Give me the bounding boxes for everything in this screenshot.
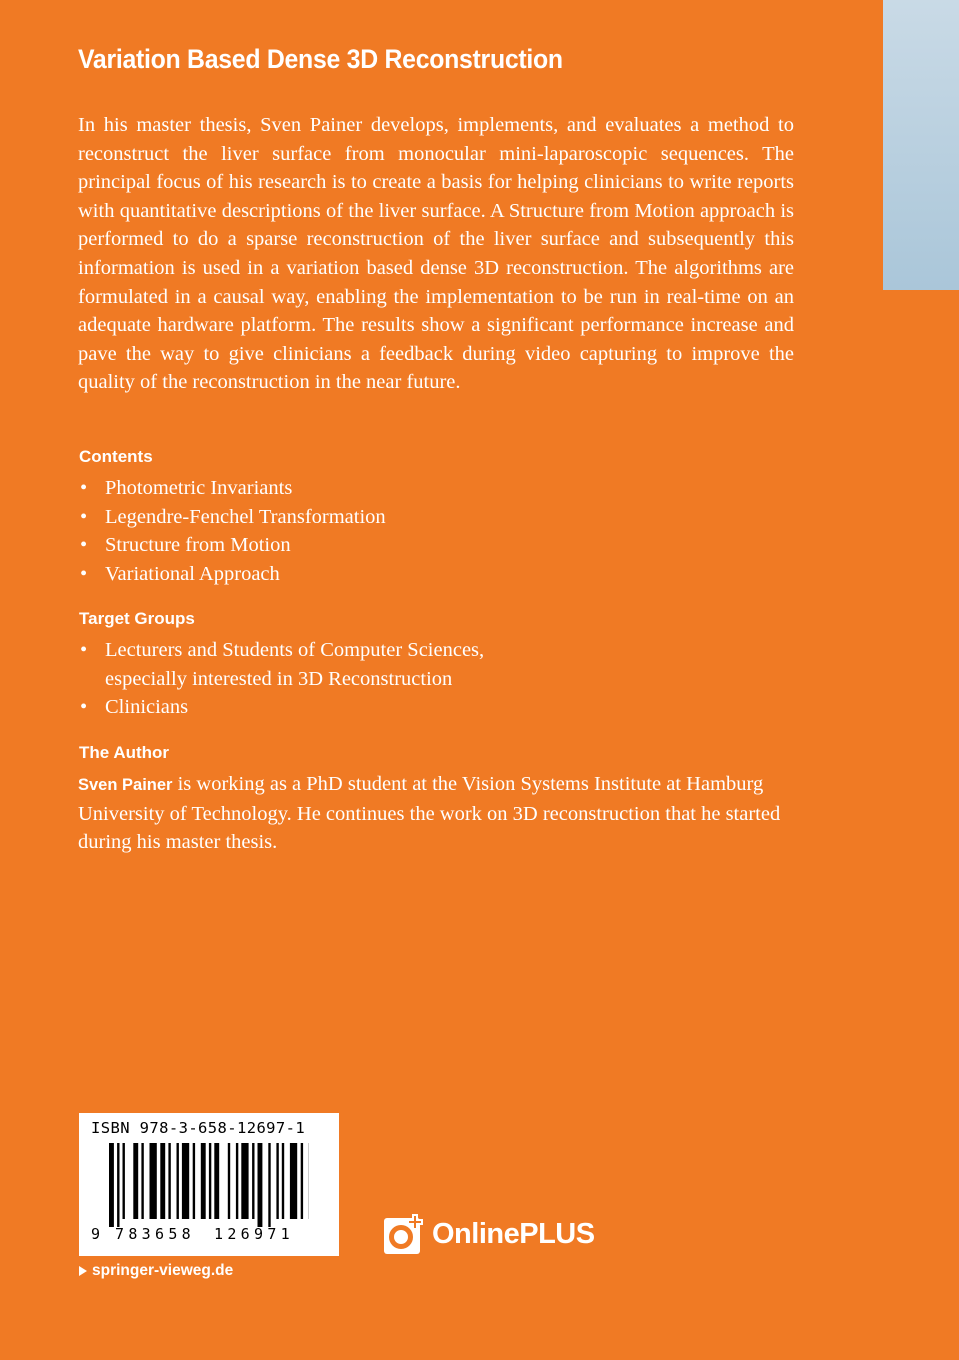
side-color-strip (883, 0, 959, 290)
list-item: • Photometric Invariants (79, 474, 386, 503)
barcode-bar (150, 1143, 157, 1219)
isbn-label: ISBN 978-3-658-12697-1 (91, 1119, 306, 1137)
list-item: • Legendre-Fenchel Transformation (79, 503, 386, 532)
bullet-icon: • (80, 639, 88, 661)
isbn-barcode (79, 1113, 339, 1256)
list-item: • Structure from Motion (79, 531, 386, 560)
barcode-bar (276, 1143, 278, 1219)
barcode-bar (123, 1143, 125, 1219)
bullet-icon: • (80, 563, 88, 586)
list-item: • Variational Approach (79, 560, 386, 589)
author-bio (78, 770, 794, 857)
barcode-bar (117, 1143, 119, 1227)
publisher-link[interactable] (79, 1262, 233, 1280)
barcode-bar (133, 1143, 138, 1219)
list-item: • Clinicians (79, 693, 549, 722)
barcode-bar (177, 1143, 179, 1219)
barcode-left-digits: 783658 (115, 1225, 195, 1243)
contents-heading: Contents (79, 447, 153, 466)
barcode-bar (109, 1143, 114, 1227)
author-heading: The Author (79, 743, 170, 762)
online-plus-logo-icon (384, 1214, 428, 1254)
barcode-bar (282, 1143, 284, 1219)
bullet-icon: • (80, 534, 88, 557)
barcode-bar (241, 1143, 248, 1219)
barcode-bar (214, 1143, 219, 1219)
barcode-bar (160, 1143, 165, 1219)
online-plus-text: OnlinePLUS (432, 1217, 595, 1250)
barcode-bar (252, 1143, 254, 1219)
book-description: In his master thesis, Sven Painer develops, implements, and evaluates a method to reconstruct the liver surface from monocular mini-laparoscopic sequences. The principal focus of his research is to create a basis for helping clinicians to write reports with quantitative descriptions of the liver surface. A Structure from Motion approach is performed to do a sparse reconstruction of the liver surface and subsequently this information is used in a variation based dense 3D reconstruction. The algorithms are formulated in a causal way, enabling the implementation to be run in real-time on an adequate hardware platform. The results show a significant performance increase and pave the way to give clinicians a feedback during video capturing to improve the quality of the reconstruction in the near future. (78, 114, 794, 394)
barcode-bar (236, 1143, 238, 1219)
barcode-bar (168, 1143, 170, 1219)
barcode-bar (268, 1143, 270, 1227)
bullet-icon: • (80, 696, 88, 719)
barcode-bar (301, 1143, 303, 1219)
author-name: Sven Painer (78, 776, 173, 794)
bullet-icon: • (80, 505, 88, 528)
triangle-right-icon (79, 1266, 87, 1276)
contents-list (79, 474, 386, 589)
barcode-bar (193, 1143, 195, 1219)
barcode-bar (201, 1143, 206, 1219)
barcode-bar (228, 1143, 230, 1219)
barcode-right-digits: 126971 (214, 1225, 294, 1243)
online-plus-badge (384, 1214, 595, 1254)
target-groups-list (79, 636, 549, 722)
barcode-bar (290, 1143, 297, 1219)
book-title: Variation Based Dense 3D Reconstruction (78, 44, 563, 74)
target-groups-heading: Target Groups (79, 609, 195, 628)
barcode-bars (109, 1143, 309, 1227)
list-item: • Lecturers and Students of Computer Sciences, especially interested in 3D Reconstruction (79, 636, 549, 693)
barcode-bar (182, 1143, 189, 1219)
barcode-bar (141, 1143, 143, 1219)
bullet-icon: • (80, 477, 88, 499)
barcode-first-digit: 9 (91, 1225, 101, 1243)
barcode-bar (209, 1143, 211, 1219)
author-bio-text: is working as a PhD student at the Vision Systems Institute at Hamburg University of Technology. He continues the work on 3D reconstruction that he started during his master thesis. (78, 773, 781, 854)
publisher-url[interactable]: springer-vieweg.de (92, 1262, 234, 1279)
barcode-bar (258, 1143, 263, 1227)
